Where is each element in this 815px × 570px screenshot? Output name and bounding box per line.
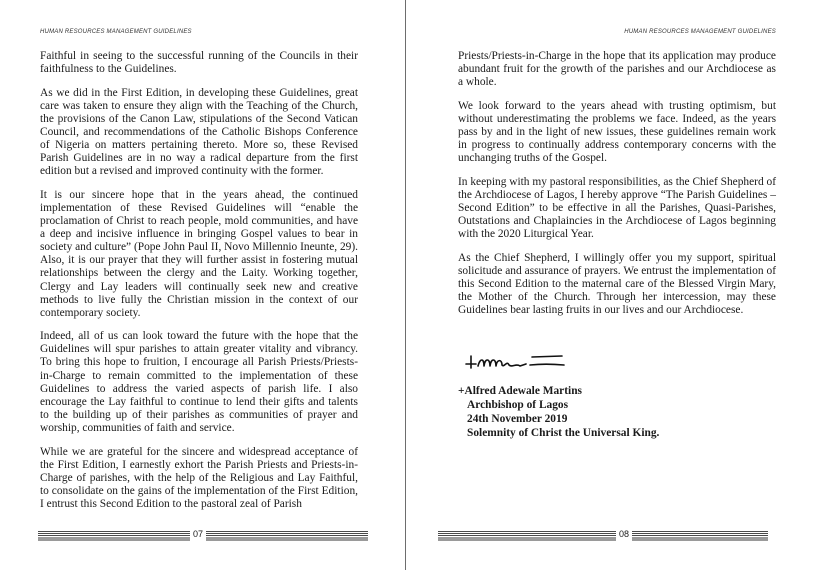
body-text [458, 50, 776, 328]
paragraph: As we did in the First Edition, in developing these Guidelines, great care was taken to ensure they align with the Teaching of the Church, the provisions of the Canon Law, stipulations of the Second Vatican Council, and recommendations of the Catholic Bishops Conference of Nigeria on matters pertaining thereto. More so, these Revised Parish Guidelines are in no way a radical departure from the first edition but a revised and improved continuity with the former. [40, 86, 358, 178]
running-head: HUMAN RESOURCES MANAGEMENT GUIDELINES [624, 29, 776, 35]
page-number: 07 [190, 528, 206, 541]
left-page [0, 0, 405, 570]
paragraph: As the Chief Shepherd, I willingly offer you my support, spiritual solicitude and assurance of prayers. We entrust the implementation of this Second Edition to the maternal care of the Blessed Virgin Mary, the Mother of the Church. Through her intercession, may these Guidelines bear lasting fruits in our lives and our Archdiocese. [458, 251, 776, 317]
paragraph: Priests/Priests-in-Charge in the hope that its application may produce abundant fruit for the growth of the parishes and our Archdiocese as a whole. [458, 50, 776, 89]
page-footer [438, 528, 778, 542]
footer-band [438, 537, 768, 541]
body-text [40, 50, 358, 522]
page-number: 08 [616, 528, 632, 541]
handwritten-signature [460, 344, 600, 374]
page-footer [38, 528, 378, 542]
signatory-name: +Alfred Adewale Martins [458, 385, 582, 397]
paragraph: While we are grateful for the sincere and widespread acceptance of the First Edition, I earnestly exhort the Parish Priests and Priests-in-Charge of parishes, with the help of the Religious and Lay Faithful, to consolidate on the gains of the implementation of the First Edition, I entrust this Second Edition to the pastoral zeal of Parish [40, 445, 358, 510]
paragraph: We look forward to the years ahead with trusting optimism, but without underestimating the problems we face. Indeed, as the years pass by and in the light of new issues, these guidelines remain work in progress to continually address contemporary concerns with the unchanging truths of the Gospel. [458, 99, 776, 165]
paragraph: It is our sincere hope that in the years ahead, the continued implementation of these Revised Guidelines will “enable the proclamation of Christ to reach people, mold communities, and have a deep and incisive influence in bringing Gospel values to bear in society and culture” (Pope John Paul II, Novo Millennio Ineunte, 29). Also, it is our prayer that they will further assist in fostering mutual relationships between the clergy and the Laity. Working together, Clergy and Lay leaders will continually seek new and creative methods to live fully the Christian mission in the context of our contemporary society. [40, 188, 358, 319]
signatory-title: Archbishop of Lagos [467, 399, 569, 411]
running-head: HUMAN RESOURCES MANAGEMENT GUIDELINES [40, 29, 192, 35]
paragraph: Indeed, all of us can look toward the future with the hope that the Guidelines will spur parishes to attain greater vitality and vibrancy. To bring this hope to fruition, I encourage all Parish Priests/Priests-in-Charge to remain committed to the implementation of these Guidelines to address the varied aspects of parish life. I also encourage the Lay faithful to continue to lend their gifts and talents to the building up of their parishes as communities of prayer and worship, communities of faith and service. [40, 330, 358, 434]
signature-date: 24th November 2019 [467, 413, 568, 425]
signature-occasion: Solemnity of Christ the Universal King. [467, 427, 660, 439]
paragraph: Faithful in seeing to the successful running of the Councils in their faithfulness to the Guidelines. [40, 50, 358, 76]
paragraph: In keeping with my pastoral responsibilities, as the Chief Shepherd of the Archdiocese of Lagos, I hereby approve “The Parish Guidelines – Second Edition” to be effective in all the Parishes, Quasi-Parishes, Outstations and Chaplaincies in the Archdiocese of Lagos beginning with the 2020 Liturgical Year. [458, 175, 776, 241]
signature-block [458, 384, 659, 440]
right-page [410, 0, 815, 570]
